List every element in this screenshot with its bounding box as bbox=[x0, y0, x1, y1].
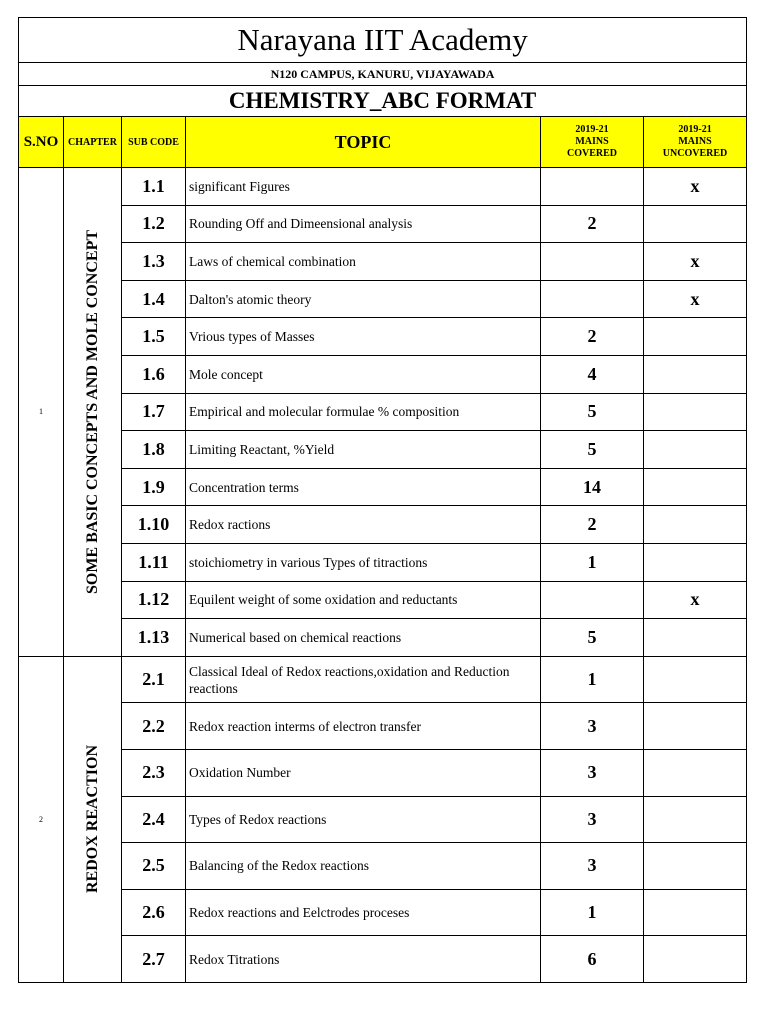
mains-covered-count: 3 bbox=[541, 843, 644, 890]
topic-name: Redox ractions bbox=[186, 506, 541, 544]
table-row bbox=[19, 656, 747, 703]
mains-uncovered-mark: x bbox=[644, 280, 747, 318]
topic-name: Redox reactions and Eelctrodes proceses bbox=[186, 889, 541, 936]
table-body bbox=[19, 18, 747, 983]
table-row bbox=[19, 243, 747, 281]
topic-name: Vrious types of Masses bbox=[186, 318, 541, 356]
col-mains-covered bbox=[541, 117, 644, 168]
mains-covered-count bbox=[541, 581, 644, 619]
mains-uncovered-mark bbox=[644, 843, 747, 890]
table-row bbox=[19, 506, 747, 544]
topic-name: Numerical based on chemical reactions bbox=[186, 619, 541, 657]
chapter-name-cell bbox=[64, 656, 122, 982]
mains-uncovered-mark bbox=[644, 205, 747, 243]
mains-covered-count bbox=[541, 243, 644, 281]
sub-code: 1.11 bbox=[122, 543, 186, 581]
table-row bbox=[19, 355, 747, 393]
topic-name: stoichiometry in various Types of titractions bbox=[186, 543, 541, 581]
sub-code: 1.5 bbox=[122, 318, 186, 356]
sub-code: 2.2 bbox=[122, 703, 186, 750]
serial-number: 1 bbox=[19, 168, 64, 657]
mains-uncovered-mark bbox=[644, 506, 747, 544]
sub-code: 1.4 bbox=[122, 280, 186, 318]
mains-covered-count: 2 bbox=[541, 318, 644, 356]
mains-uncovered-mark bbox=[644, 468, 747, 506]
mains-uncovered-mark bbox=[644, 749, 747, 796]
table-row bbox=[19, 168, 747, 206]
topic-name: Rounding Off and Dimeensional analysis bbox=[186, 205, 541, 243]
col-mains-uncovered bbox=[644, 117, 747, 168]
sub-code: 1.7 bbox=[122, 393, 186, 431]
sub-code: 2.1 bbox=[122, 656, 186, 703]
topic-name: Mole concept bbox=[186, 355, 541, 393]
mains-covered-count: 3 bbox=[541, 703, 644, 750]
mains-uncovered-mark bbox=[644, 796, 747, 843]
topic-name: Dalton's atomic theory bbox=[186, 280, 541, 318]
mains-uncovered-mark bbox=[644, 393, 747, 431]
topic-name: Types of Redox reactions bbox=[186, 796, 541, 843]
mains-uncovered-mark bbox=[644, 936, 747, 983]
table-row bbox=[19, 936, 747, 983]
mains-covered-count bbox=[541, 280, 644, 318]
col-uncovered-line-1: 2019-21 bbox=[678, 124, 712, 135]
sub-code: 1.13 bbox=[122, 619, 186, 657]
sub-code: 1.6 bbox=[122, 355, 186, 393]
mains-covered-count: 6 bbox=[541, 936, 644, 983]
chapter-name-cell bbox=[64, 168, 122, 657]
sub-code: 2.6 bbox=[122, 889, 186, 936]
table-row bbox=[19, 703, 747, 750]
mains-covered-count: 2 bbox=[541, 205, 644, 243]
topic-name: Oxidation Number bbox=[186, 749, 541, 796]
topic-name: Laws of chemical combination bbox=[186, 243, 541, 281]
table-row bbox=[19, 468, 747, 506]
topic-name: Equilent weight of some oxidation and reductants bbox=[186, 581, 541, 619]
col-covered-line-2: MAINS bbox=[575, 136, 609, 147]
mains-covered-count: 1 bbox=[541, 543, 644, 581]
col-covered-line-1: 2019-21 bbox=[575, 124, 609, 135]
mains-uncovered-mark bbox=[644, 355, 747, 393]
institute-title: Narayana IIT Academy bbox=[19, 18, 747, 63]
sub-code: 1.9 bbox=[122, 468, 186, 506]
sub-code: 1.8 bbox=[122, 431, 186, 469]
mains-covered-count: 1 bbox=[541, 889, 644, 936]
chapter-name: SOME BASIC CONCEPTS AND MOLE CONCEPT bbox=[83, 229, 101, 594]
col-topic: TOPIC bbox=[186, 117, 541, 168]
table-row bbox=[19, 431, 747, 469]
sub-code: 1.3 bbox=[122, 243, 186, 281]
mains-uncovered-mark bbox=[644, 656, 747, 703]
sub-code: 1.12 bbox=[122, 581, 186, 619]
mains-covered-count bbox=[541, 168, 644, 206]
mains-covered-count: 4 bbox=[541, 355, 644, 393]
topic-name: Balancing of the Redox reactions bbox=[186, 843, 541, 890]
sub-code: 1.2 bbox=[122, 205, 186, 243]
chapter-name: REDOX REACTION bbox=[83, 745, 101, 894]
table-row bbox=[19, 318, 747, 356]
table-row bbox=[19, 619, 747, 657]
mains-covered-count: 1 bbox=[541, 656, 644, 703]
mains-covered-count: 2 bbox=[541, 506, 644, 544]
col-sub-code: SUB CODE bbox=[122, 117, 186, 168]
topic-name: Redox Titrations bbox=[186, 936, 541, 983]
col-chapter: CHAPTER bbox=[64, 117, 122, 168]
col-uncovered-line-2: MAINS bbox=[678, 136, 712, 147]
topic-name: Empirical and molecular formulae % composition bbox=[186, 393, 541, 431]
topic-name: Classical Ideal of Redox reactions,oxidation and Reduction reactions bbox=[186, 656, 541, 703]
sub-code: 1.1 bbox=[122, 168, 186, 206]
topic-name: significant Figures bbox=[186, 168, 541, 206]
mains-covered-count: 3 bbox=[541, 796, 644, 843]
topic-name: Redox reaction interms of electron transfer bbox=[186, 703, 541, 750]
format-title: CHEMISTRY_ABC FORMAT bbox=[19, 86, 747, 117]
topic-name: Limiting Reactant, %Yield bbox=[186, 431, 541, 469]
sub-code: 1.10 bbox=[122, 506, 186, 544]
campus-line: N120 CAMPUS, KANURU, VIJAYAWADA bbox=[19, 63, 747, 86]
table-row bbox=[19, 280, 747, 318]
col-covered-line-3: COVERED bbox=[566, 148, 617, 159]
col-sno: S.NO bbox=[19, 117, 64, 168]
mains-uncovered-mark: x bbox=[644, 168, 747, 206]
mains-covered-count: 5 bbox=[541, 619, 644, 657]
mains-uncovered-mark: x bbox=[644, 581, 747, 619]
sub-code: 2.5 bbox=[122, 843, 186, 890]
sub-code: 2.7 bbox=[122, 936, 186, 983]
mains-uncovered-mark bbox=[644, 703, 747, 750]
mains-uncovered-mark: x bbox=[644, 243, 747, 281]
col-uncovered-line-3: UNCOVERED bbox=[662, 148, 728, 159]
column-header-row bbox=[19, 117, 747, 168]
table-row bbox=[19, 581, 747, 619]
syllabus-table bbox=[18, 17, 747, 983]
table-row bbox=[19, 796, 747, 843]
table-row bbox=[19, 843, 747, 890]
mains-covered-count: 5 bbox=[541, 431, 644, 469]
table-row bbox=[19, 749, 747, 796]
table-row bbox=[19, 205, 747, 243]
mains-uncovered-mark bbox=[644, 431, 747, 469]
table-row bbox=[19, 543, 747, 581]
table-row bbox=[19, 393, 747, 431]
table-row bbox=[19, 889, 747, 936]
sub-code: 2.4 bbox=[122, 796, 186, 843]
mains-covered-count: 5 bbox=[541, 393, 644, 431]
syllabus-sheet bbox=[18, 17, 746, 983]
mains-uncovered-mark bbox=[644, 318, 747, 356]
mains-uncovered-mark bbox=[644, 543, 747, 581]
mains-uncovered-mark bbox=[644, 889, 747, 936]
sub-code: 2.3 bbox=[122, 749, 186, 796]
mains-covered-count: 3 bbox=[541, 749, 644, 796]
mains-uncovered-mark bbox=[644, 619, 747, 657]
serial-number: 2 bbox=[19, 656, 64, 982]
topic-name: Concentration terms bbox=[186, 468, 541, 506]
mains-covered-count: 14 bbox=[541, 468, 644, 506]
